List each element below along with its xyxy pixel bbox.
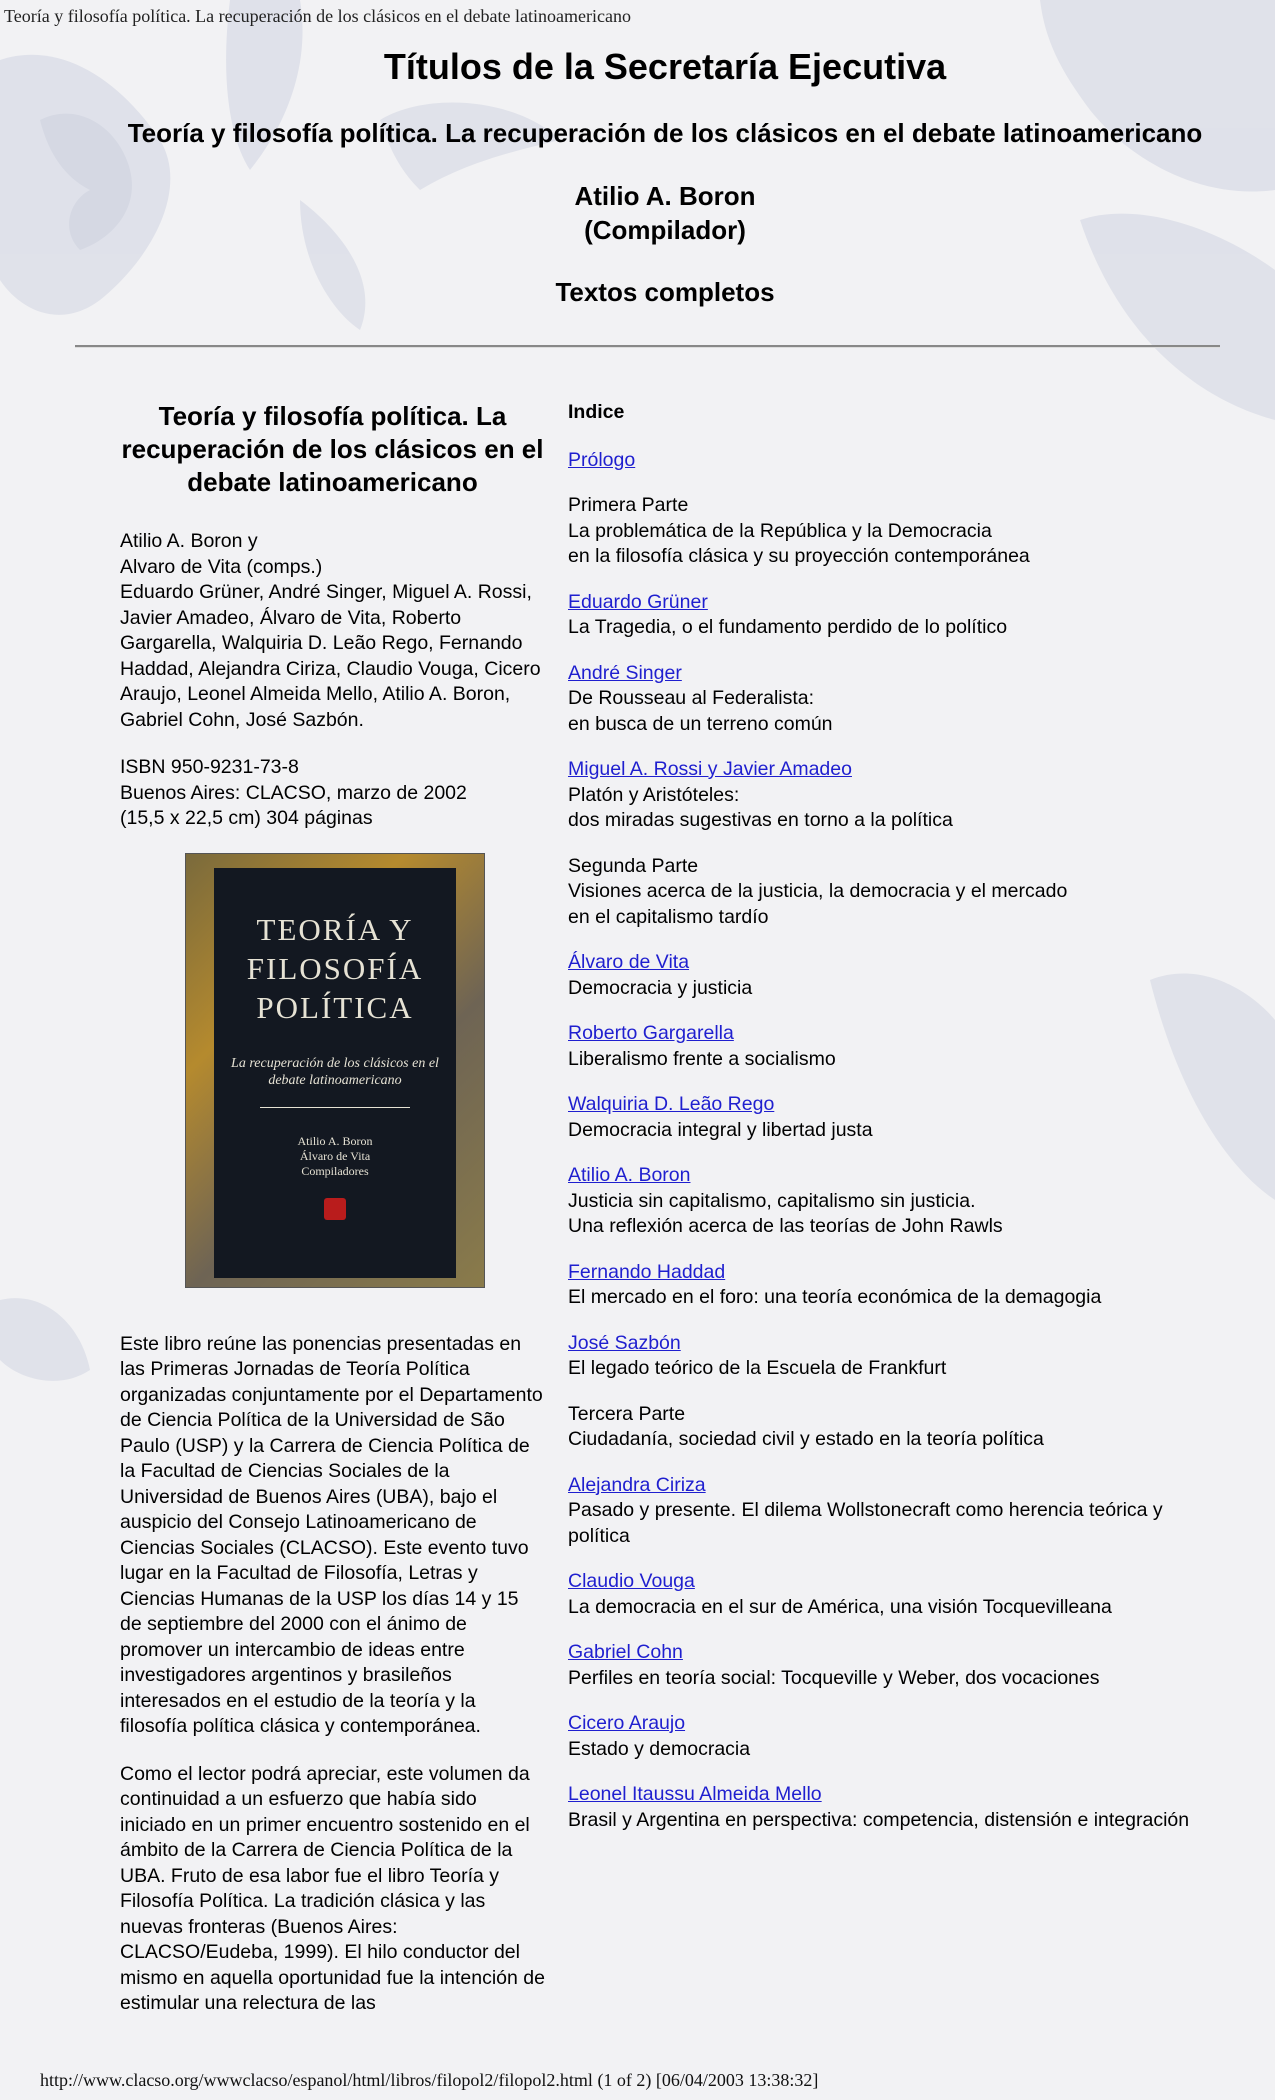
index-entry [568, 1473, 1228, 1550]
index-entry [568, 1331, 1228, 1382]
index-entry [568, 950, 1228, 1001]
author-link-araujo[interactable]: Cicero Araujo [568, 1712, 686, 1734]
cover-panel [214, 868, 456, 1278]
chapter-title: La democracia en el sur de América, una visión Tocquevilleana [568, 1595, 1112, 1618]
chapter-title: Pasado y presente. El dilema Wollstonecraft como herencia teórica y política [568, 1499, 1163, 1547]
chapter-title: Justicia sin capitalismo, capitalismo sin justicia. Una reflexión acerca de las teorías de John Rawls [568, 1189, 1003, 1237]
index-entry [568, 590, 1228, 641]
cover-subtitle: La recuperación de los clásicos en el debate latinoamericano [231, 1055, 439, 1088]
chapter-title: Democracia integral y libertad justa [568, 1118, 873, 1141]
publisher-logo-icon [324, 1198, 346, 1220]
author-link-rossi-amadeo[interactable]: Miguel A. Rossi y Javier Amadeo [568, 758, 852, 780]
author-link-sazbon[interactable]: José Sazbón [568, 1331, 681, 1354]
description-paragraph-2: Como el lector podrá apreciar, este volumen da continuidad a un esfuerzo que había sido iniciado en un primer encuentro sostenido en el ámbito de la Carrera de Ciencia Política de la UBA. Fruto de esa labor fue el libro Teoría y Filosofía Política. La tradición clásica y las nuevas fronteras (Buenos Aires: CLACSO/Eudeba, 1999). El hilo conductor del mismo en aquella oportunidad fue la intención de estimular una relectura de las [120, 1762, 545, 2014]
book-cover-image [186, 854, 484, 1287]
book-info-column [120, 400, 545, 2039]
chapter-title: El legado teórico de la Escuela de Frankfurt [568, 1357, 947, 1379]
part-2-heading: Segunda Parte Visiones acerca de la justicia, la democracia y el mercado en el capitalismo tardío [568, 854, 1068, 928]
author-link-almeida-mello[interactable]: Leonel Itaussu Almeida Mello [568, 1783, 822, 1805]
index-entry [568, 1092, 1228, 1143]
index-entry [568, 1163, 1228, 1240]
index-entry [568, 1260, 1228, 1311]
index-entry [568, 757, 1228, 834]
chapter-title: Estado y democracia [568, 1737, 751, 1760]
cover-rule [260, 1107, 410, 1108]
index-entry [568, 1569, 1228, 1620]
book-title: Teoría y filosofía política. La recuperación de los clásicos en el debate latinoamericano [127, 118, 1203, 148]
cover-authors: Atilio A. Boron Álvaro de Vita Compiladores [297, 1133, 373, 1178]
author-role: (Compilador) [584, 215, 746, 245]
chapter-title: El mercado en el foro: una teoría económica de la demagogia [568, 1286, 1102, 1308]
author-link-leao-rego[interactable]: Walquiria D. Leão Rego [568, 1093, 775, 1115]
chapter-title: De Rousseau al Federalista: en busca de un terreno común [568, 687, 833, 735]
part-1-heading: Primera Parte La problemática de la República y la Democracia en la filosofía clásica y su proyección contemporánea [568, 494, 1030, 567]
author-name: Atilio A. Boron [574, 181, 756, 211]
index-heading: Indice [568, 401, 625, 423]
index-entry [568, 1782, 1228, 1833]
print-footer-url: http://www.clacso.org/wwwclacso/espanol/html/libros/filopol2/filopol2.html (1 of 2) [06/04/2003 13:38:32] [40, 2070, 819, 2090]
index-entry [568, 1711, 1228, 1762]
chapter-title: Brasil y Argentina en perspectiva: competencia, distensión e integración [568, 1808, 1190, 1831]
index-entry [568, 661, 1228, 738]
author-link-vouga[interactable]: Claudio Vouga [568, 1570, 695, 1592]
index-entry [568, 1021, 1228, 1072]
cover-title: TEORÍA Y FILOSOFÍA POLÍTICA [246, 911, 424, 1025]
series-title: Títulos de la Secretaría Ejecutiva [383, 46, 947, 87]
full-texts-label: Textos completos [555, 277, 775, 307]
description-paragraph-1: Este libro reúne las ponencias presentadas en las Primeras Jornadas de Teoría Política organizadas conjuntamente por el Departamento de Ciencia Política de la Universidad de São Paulo (USP) y la Carrera de Ciencia Política de la Facultad de Ciencias Sociales de la Universidad de Buenos Aires (UBA), bajo el auspicio del Consejo Latinoamericano de Ciencias Sociales (CLACSO). Este evento tuvo lugar en la Facultad de Filosofía, Letras y Ciencias Humanas de la USP los días 14 y 15 de septiembre del 2000 con el ánimo de promover un intercambio de ideas entre investigadores argentinos y brasileños interesados en el estudio de la teoría y la filosofía política clásica y contemporánea. [120, 1332, 543, 1737]
author-link-singer[interactable]: André Singer [568, 661, 682, 684]
isbn-text: ISBN 950-9231-73-8 Buenos Aires: CLACSO, marzo de 2002 (15,5 x 22,5 cm) 304 páginas [120, 756, 467, 829]
author-link-de-vita[interactable]: Álvaro de Vita [568, 951, 690, 973]
chapter-title: Platón y Aristóteles: dos miradas sugestivas en torno a la política [568, 783, 953, 831]
author-link-boron[interactable]: Atilio A. Boron [568, 1164, 691, 1186]
chapter-title: Democracia y justicia [568, 976, 753, 999]
author-link-cohn[interactable]: Gabriel Cohn [568, 1641, 683, 1663]
author-block [0, 179, 1275, 247]
author-link-gargarella[interactable]: Roberto Gargarella [568, 1022, 734, 1044]
author-link-ciriza[interactable]: Alejandra Ciriza [568, 1473, 706, 1496]
part-3-heading: Tercera Parte Ciudadanía, sociedad civil y estado en la teoría política [568, 1402, 1044, 1450]
chapter-title: La Tragedia, o el fundamento perdido de lo político [568, 616, 1008, 638]
chapter-title: Liberalismo frente a socialismo [568, 1047, 836, 1070]
prologo-link[interactable]: Prólogo [568, 448, 636, 471]
index-column [568, 400, 1228, 1853]
left-book-title: Teoría y filosofía política. La recuperación de los clásicos en el debate latinoamericano [121, 401, 544, 497]
index-entry [568, 1640, 1228, 1691]
compilers-text: Atilio A. Boron y Alvaro de Vita (comps.) Eduardo Grüner, André Singer, Miguel A. Rossi, Javier Amadeo, Álvaro de Vita, Roberto Gargarella, Walquiria D. Leão Rego, Fernando Haddad, Alejandra Ciriza, Claudio Vouga, Cicero Araujo, Leonel Almeida Mello, Atilio A. Boron, Gabriel Cohn, José Sazbón. [120, 530, 541, 731]
print-header: Teoría y filosofía política. La recuperación de los clásicos en el debate latinoamericano [4, 6, 631, 26]
page-header [0, 40, 1275, 308]
author-link-haddad[interactable]: Fernando Haddad [568, 1260, 726, 1283]
author-link-gruner[interactable]: Eduardo Grüner [568, 590, 708, 613]
horizontal-divider [75, 345, 1220, 348]
chapter-title: Perfiles en teoría social: Tocqueville y Weber, dos vocaciones [568, 1666, 1100, 1689]
